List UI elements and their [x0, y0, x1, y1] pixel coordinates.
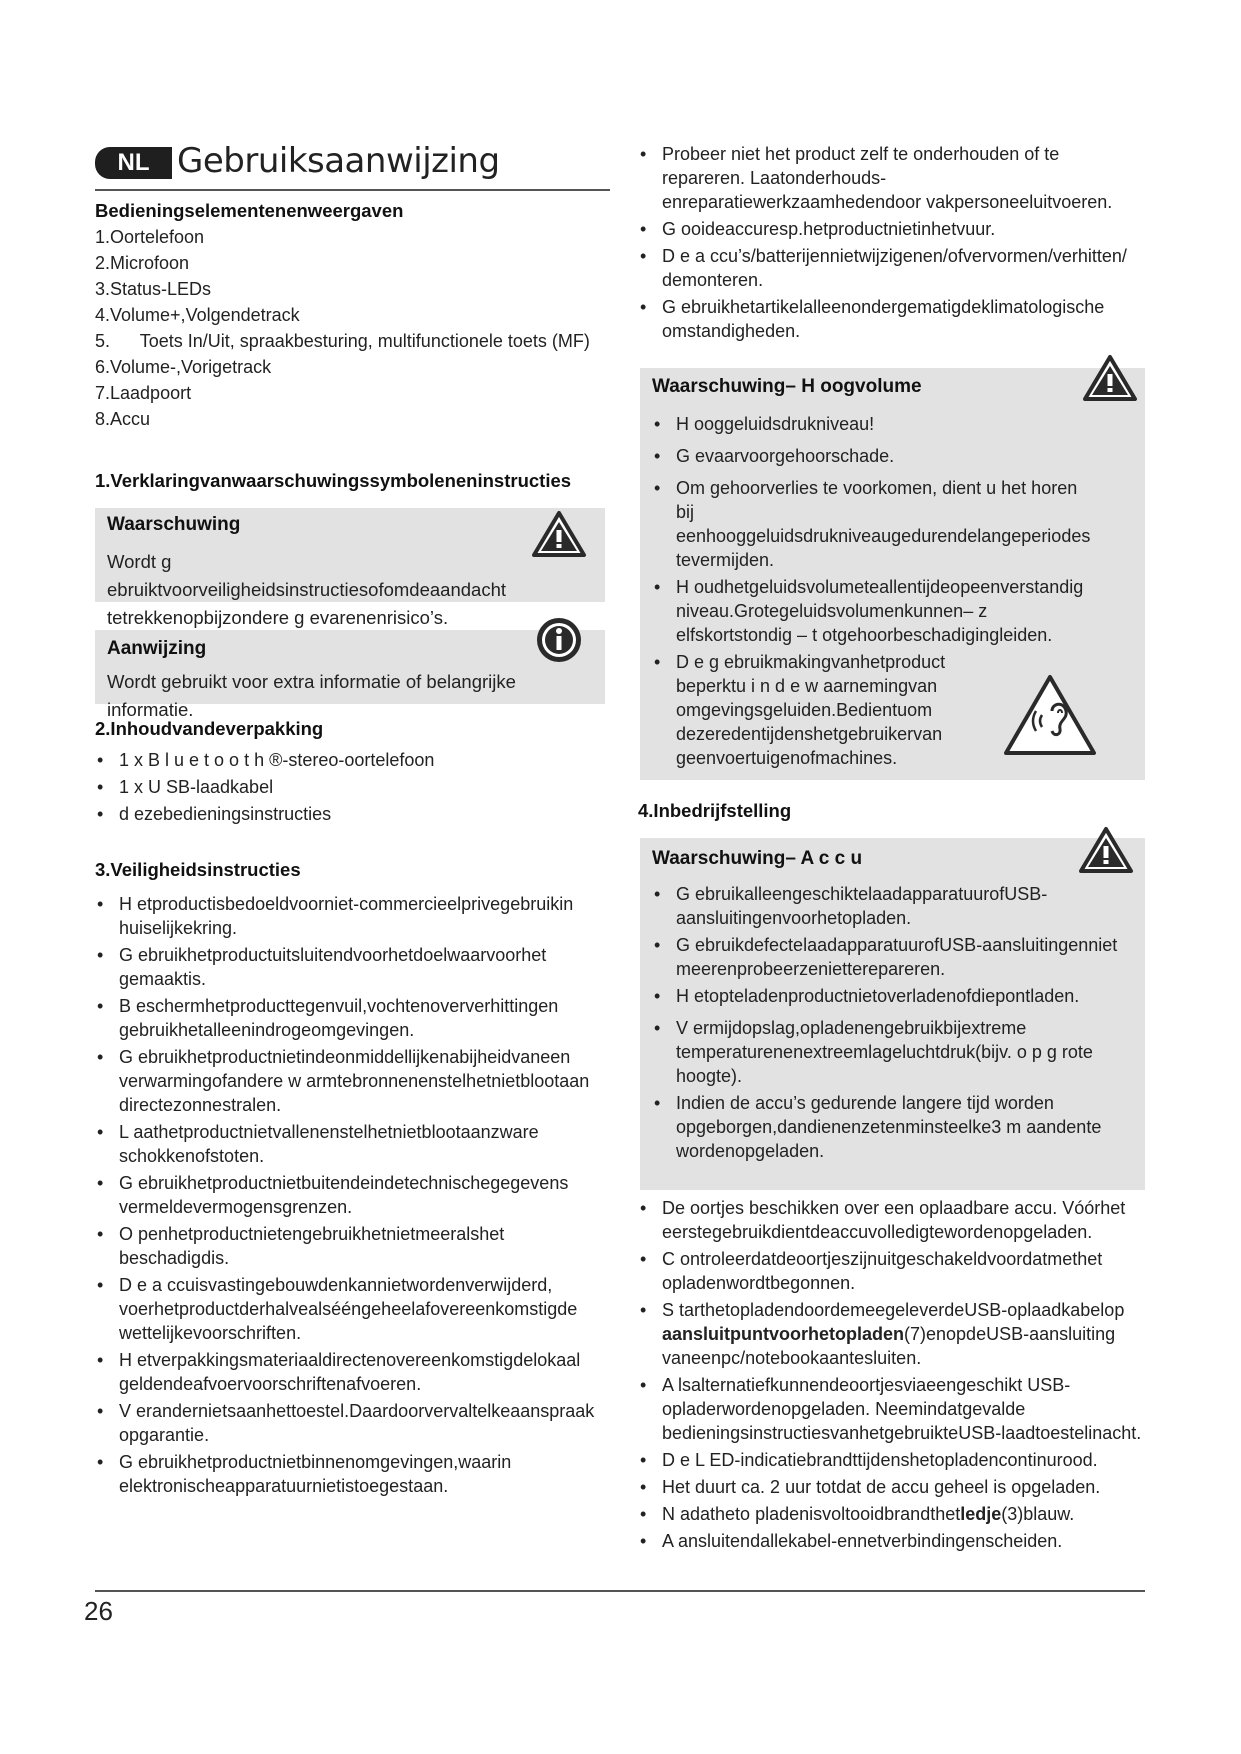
list-item: • B eschermhetproducttegenvuil,vochtenoververhittingen gebruikhetalleenindrogeomgevingen.: [95, 994, 600, 1042]
list-item: • G ooideaccuresp.hetproductnietinhetvuur.: [638, 217, 1143, 241]
list-item: • Om gehoorverlies te voorkomen, dient u het horen bij eenhooggeluidsdrukniveaugedurendelangeperiodes tevermijden.: [652, 476, 1092, 572]
note-box: [95, 630, 605, 720]
list-item: • V ermijdopslag,opladenengebruikbijextreme temperaturenenextreemlageluchtdruk(bijv. o p g rote hoogte).: [652, 1016, 1137, 1088]
warning-box: [95, 508, 605, 628]
list-item: • G ebruikhetproductnietbinnenomgevingen,waarin elektronischeapparatuurnietistoegestaan.: [95, 1450, 600, 1498]
list-item: • 1 x B l u e t o o t h ®-stereo-oortelefoon: [95, 748, 605, 772]
battery-warning-title: Waarschuwing– A c c u: [652, 848, 863, 869]
list-item: • G evaarvoorgehoorschade.: [652, 444, 1092, 468]
package-list: [95, 748, 605, 829]
list-item: • A lsalternatiefkunnendeoortjesviaeengeschikt USB-opladerwordenopgeladen. Neemindatgevalde bedieningsinstructiesvanhetgebruikteUSB-laadtoestelinacht.: [638, 1373, 1143, 1445]
warning-title: Waarschuwing: [107, 514, 241, 535]
note-title: Aanwijzing: [107, 638, 207, 659]
control-item: 8.Accu: [95, 409, 151, 429]
warning-triangle-icon: [1082, 354, 1138, 402]
battery-warning-list: [652, 882, 1137, 1166]
note-text: Wordt gebruikt voor extra informatie of belangrijke informatie.: [107, 671, 516, 720]
list-item: • G ebruikhetartikelalleenondergematigdeklimatologische omstandigheden.: [638, 295, 1143, 343]
hearing-warning-title: Waarschuwing– H oogvolume: [652, 376, 922, 397]
list-item: • d ezebedieningsinstructies: [95, 802, 605, 826]
control-item: 3.Status-LEDs: [95, 279, 212, 299]
hearing-warning-box: [640, 368, 1145, 780]
charging-port-label: aansluitpuntvoorhetopladen: [662, 1324, 905, 1344]
list-item: • G ebruikhetproductuitsluitendvoorhetdoelwaarvoorhet gemaaktis.: [95, 943, 600, 991]
led-text-rest: (3)blauw.: [1001, 1504, 1075, 1524]
controls-list: [95, 224, 590, 432]
usb-charging-text-rest: (7)enopdeUSB-aansluiting vaneenpc/notebookaantesluiten.: [662, 1324, 1116, 1368]
page-header: [95, 143, 610, 191]
control-item: 2.Microfoon: [95, 253, 190, 273]
control-item: 6.Volume-,Vorigetrack: [95, 357, 272, 377]
section-3-heading: 3.Veiligheidsinstructies: [95, 859, 301, 880]
section-2-heading: 2.Inhoudvandeverpakking: [95, 718, 324, 739]
list-item: • D e g ebruikmakingvanhetproduct beperktu i n d e w aarnemingvan omgevingsgeluiden.Bedientuom dezeredentijdenshetgebruikervan geenvoertuigenofmachines.: [652, 650, 946, 770]
safety-list: [95, 892, 600, 1501]
language-tag: NL: [95, 147, 172, 179]
document-title: Gebruiksaanwijzing: [177, 141, 500, 181]
control-item: 4.Volume+,Volgendetrack: [95, 305, 300, 325]
list-item: • Het duurt ca. 2 uur totdat de accu geheel is opgeladen.: [638, 1475, 1143, 1499]
usb-charging-text: S tarthetopladendoordemeegeleverdeUSB-oplaadkabelop: [662, 1300, 1125, 1320]
battery-warning-box: [640, 838, 1145, 1190]
charging-list: [638, 1196, 1143, 1556]
controls-heading: Bedieningselementenenweergaven: [95, 200, 404, 221]
list-item: • H etproductisbedoeldvoorniet-commercieelprivegebruikin huiselijkekring.: [95, 892, 600, 940]
list-item: • De oortjes beschikken over een oplaadbare accu. Vóórhet eerstegebruikdientdeaccuvolledigtewordenopgeladen.: [638, 1196, 1143, 1244]
list-item: • V erandernietsaanhettoestel.Daardoorvervaltelkeaanspraak opgarantie.: [95, 1399, 600, 1447]
list-item: • O penhetproductnietengebruikhetnietmeeralshet beschadigdis.: [95, 1222, 600, 1270]
footer-divider: [95, 1590, 1145, 1592]
warning-text: Wordt g ebruiktvoorveiligheidsinstructiesofomdeaandacht tetrekkenopbijzondere g evarenenrisico’s.: [107, 551, 507, 628]
control-item: 7.Laadpoort: [95, 383, 192, 403]
section-4-heading: 4.Inbedrijfstelling: [638, 800, 792, 821]
list-item: • 1 x U SB-laadkabel: [95, 775, 605, 799]
warning-triangle-icon: [1078, 826, 1134, 874]
list-item: • H etverpakkingsmateriaaldirectenovereenkomstigdelokaal geldendeafvoervoorschriftenafvoeren.: [95, 1348, 600, 1396]
list-item: • H ooggeluidsdrukniveau!: [652, 412, 1092, 436]
list-item: • Probeer niet het product zelf te onderhouden of te repareren. Laatonderhouds-enreparatiewerkzaamhedendoor vakpersoneeluitvoeren.: [638, 142, 1143, 214]
list-item: • D e a ccuisvastingebouwdenkannietwordenverwijderd, voerhetproductderhalvealsééngeheelafovereenkomstigde wettelijkevoorschriften.: [95, 1273, 600, 1345]
led-label: ledje: [960, 1504, 1002, 1524]
list-item: • L aathetproductnietvallenenstelhetnietblootaanzware schokkenofstoten.: [95, 1120, 600, 1168]
list-item: • Indien de accu’s gedurende langere tijd worden opgeborgen,dandienenzetenminsteelke3 m aandente wordenopgeladen.: [652, 1091, 1137, 1163]
list-item: • D e L ED-indicatiebrandttijdenshetopladencontinurood.: [638, 1448, 1143, 1472]
list-item: • G ebruikhetproductnietbuitendeindetechnischegegevens vermeldevermogensgrenzen.: [95, 1171, 600, 1219]
control-item: 1.Oortelefoon: [95, 227, 205, 247]
section-1-heading: 1.Verklaringvanwaarschuwingssymboleneninstructies: [95, 470, 572, 491]
list-item: [638, 1298, 1143, 1370]
list-item: [638, 1502, 1143, 1526]
list-item: • G ebruikdefectelaadapparatuurofUSB-aansluitingenniet meerenprobeerzenietterepareren.: [652, 933, 1137, 981]
hearing-damage-icon: [1002, 673, 1098, 757]
list-item: • H etopteladenproductnietoverladenofdiepontladen.: [652, 984, 1137, 1008]
list-item: • D e a ccu’s/batterijennietwijzigenen/ofvervormen/verhitten/ demonteren.: [638, 244, 1143, 292]
page-number: 26: [84, 1596, 113, 1626]
list-item: • A ansluitendallekabel-ennetverbindingenscheiden.: [638, 1529, 1143, 1553]
control-item: 5. Toets In/Uit, spraakbesturing, multifunctionele toets (MF): [95, 331, 590, 351]
list-item: • H oudhetgeluidsvolumeteallentijdeopeenverstandig niveau.Grotegeluidsvolumenkunnen– z elfskortstondig – t otgehoorbeschadigingleiden.: [652, 575, 1092, 647]
warning-triangle-icon: [531, 510, 587, 558]
led-text: N adatheto pladenisvoltooidbrandthet: [662, 1504, 961, 1524]
list-item: • C ontroleerdatdeoortjeszijnuitgeschakeldvoordatmethet opladenwordtbegonnen.: [638, 1247, 1143, 1295]
list-item: • G ebruikalleengeschiktelaadapparatuurofUSB- aansluitingenvoorhetopladen.: [652, 882, 1137, 930]
info-icon: [535, 616, 583, 664]
safety-list-continued: [638, 142, 1143, 346]
list-item: • G ebruikhetproductnietindeonmiddellijkenabijheidvaneen verwarmingofandere w armtebronnenenstelhetnietblootaan directezonnestralen.: [95, 1045, 600, 1117]
